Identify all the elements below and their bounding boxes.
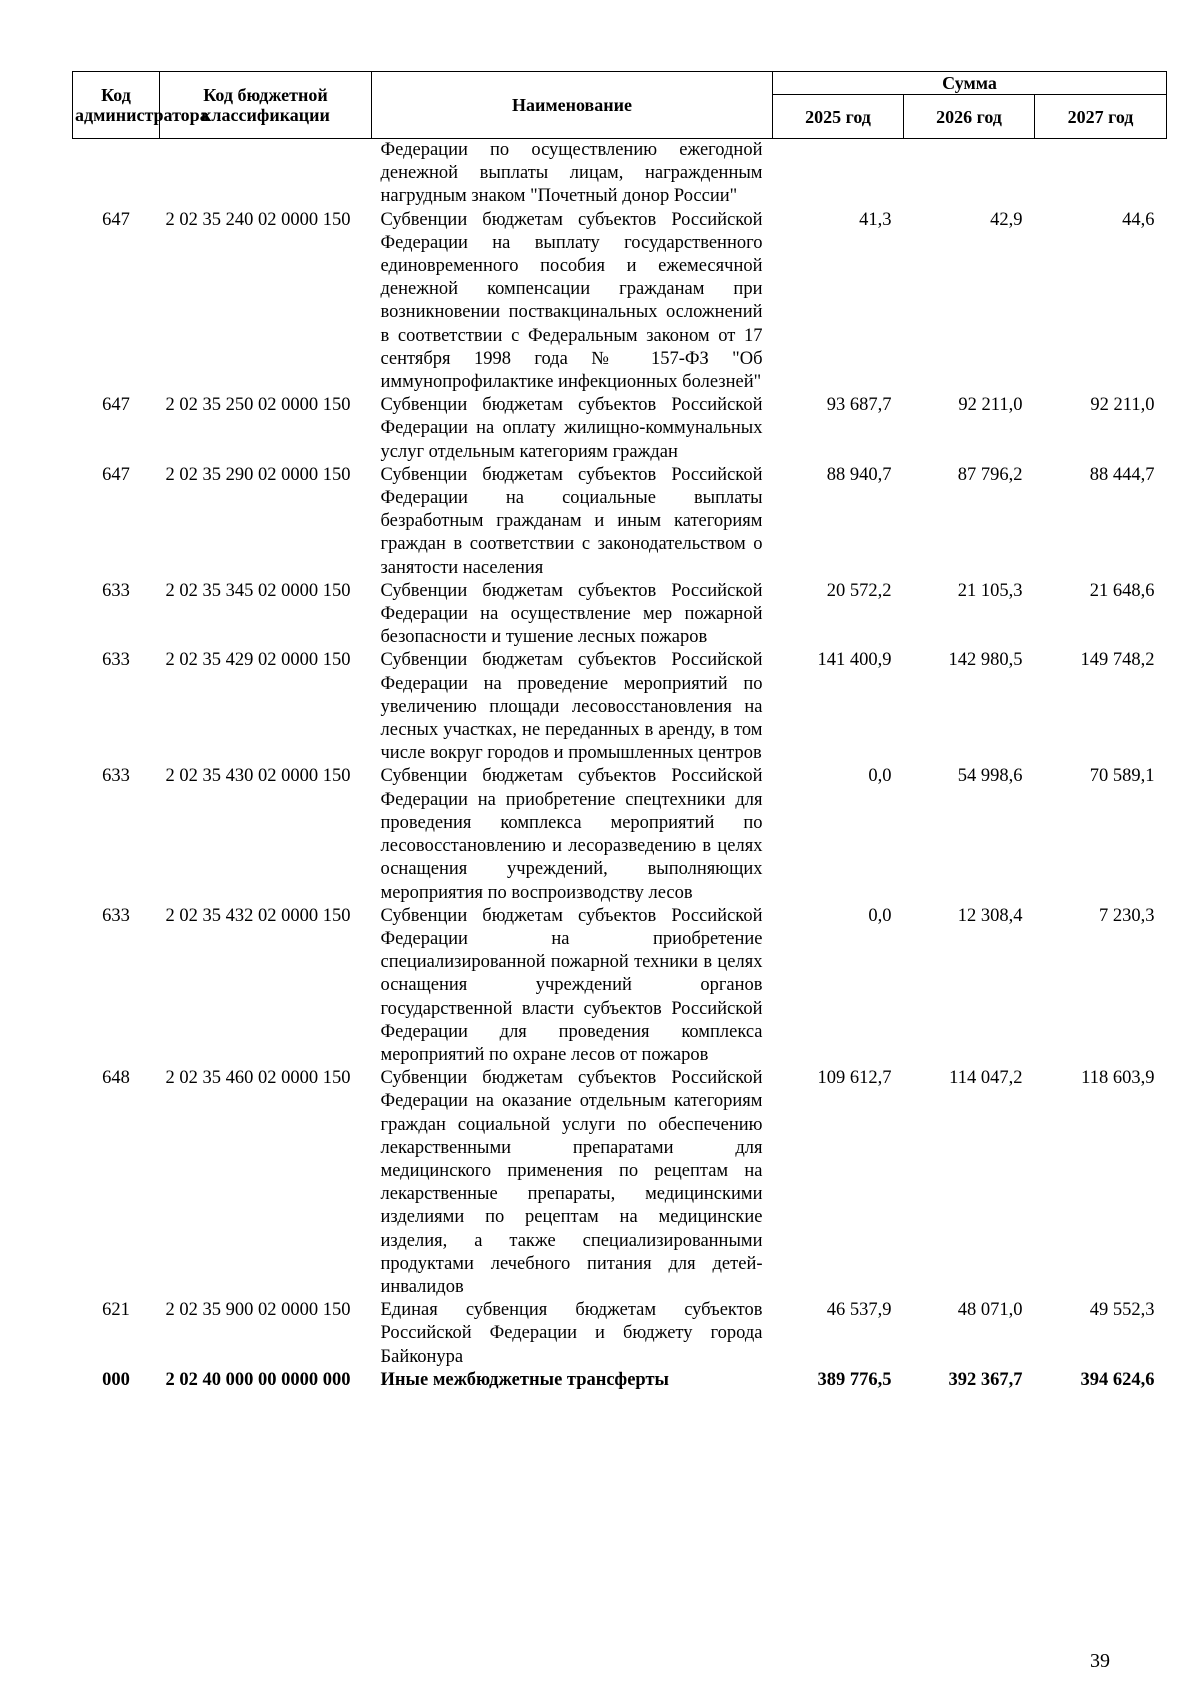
table-row xyxy=(73,580,1167,650)
name-cell: Субвенции бюджетам субъектов Российской Федерации на проведение мероприятий по увеличению площади лесовосстановления на лесных участках, не переданных в аренду, в том числе вокруг городов и промышленных центров xyxy=(380,650,763,764)
budget-code-cell: 2 02 35 430 02 0000 150 xyxy=(165,766,351,787)
page-number: 39 xyxy=(1090,1650,1110,1672)
value-2025-cell: 93 687,7 xyxy=(826,395,892,416)
budget-code-cell: 2 02 35 240 02 0000 150 xyxy=(165,209,351,230)
value-2027-cell: 394 624,6 xyxy=(1080,1369,1155,1390)
value-2026-cell: 54 998,6 xyxy=(957,766,1023,787)
value-2026-cell: 12 308,4 xyxy=(957,905,1023,926)
table-row xyxy=(73,464,1167,580)
value-2027-cell: 92 211,0 xyxy=(1090,395,1155,416)
budget-code-cell: 2 02 35 432 02 0000 150 xyxy=(165,905,351,926)
value-2026-cell: 21 105,3 xyxy=(957,580,1023,601)
name-cell: Субвенции бюджетам субъектов Российской Федерации на приобретение специализированной пожарной техники в целях оснащения учреждений органов государственной власти субъектов Российской Федерации для проведения комплекса мероприятий по охране лесов от пожаров xyxy=(380,905,763,1065)
table-row xyxy=(73,1299,1167,1369)
value-2025-cell: 0,0 xyxy=(868,766,892,787)
budget-code-cell: 2 02 35 900 02 0000 150 xyxy=(165,1300,351,1321)
total-row xyxy=(73,1369,1167,1392)
table-header xyxy=(73,72,1167,139)
continuation-row xyxy=(73,139,1167,209)
value-2027-cell: 7 230,3 xyxy=(1099,905,1155,926)
table-body xyxy=(73,139,1167,1392)
name-cell: Субвенции бюджетам субъектов Российской Федерации на осуществление мер пожарной безопасности и тушение лесных пожаров xyxy=(380,580,763,648)
value-2025-cell: 46 537,9 xyxy=(826,1300,892,1321)
admin-code-cell: 648 xyxy=(102,1068,130,1089)
admin-code-cell: 633 xyxy=(102,905,130,926)
admin-code-cell: 000 xyxy=(102,1369,130,1390)
value-2027-cell: 149 748,2 xyxy=(1080,650,1155,671)
value-2026-cell: 48 071,0 xyxy=(957,1300,1023,1321)
budget-code-cell: 2 02 35 429 02 0000 150 xyxy=(165,650,351,671)
budget-code-cell: 2 02 40 000 00 0000 000 xyxy=(165,1369,351,1390)
header-year-2026: 2026 год xyxy=(904,95,1035,139)
name-cell: Субвенции бюджетам субъектов Российской Федерации на оплату жилищно-коммунальных услуг отдельным категориям граждан xyxy=(380,395,763,462)
value-2025-cell: 0,0 xyxy=(868,905,892,926)
value-2025-cell: 389 776,5 xyxy=(817,1369,892,1390)
name-cell: Субвенции бюджетам субъектов Российской Федерации на приобретение спецтехники для проведения комплекса мероприятий по лесовосстановлению и лесоразведению в целях оснащения учреждений, выполняющих мероприятия по воспроизводству лесов xyxy=(380,766,763,903)
name-cell: Субвенции бюджетам субъектов Российской Федерации на выплату государственного единовременного пособия и ежемесячной денежной компенсации гражданам при возникновении поствакцинальных осложнений в соответствии с Федеральным законом от 17 сентября 1998 года № 157-ФЗ "Об иммунопрофилактике инфекционных болезней" xyxy=(380,209,763,393)
value-2027-cell: 88 444,7 xyxy=(1089,464,1155,485)
table-row xyxy=(73,1067,1167,1299)
value-2026-cell: 87 796,2 xyxy=(957,464,1023,485)
value-2026-cell: 42,9 xyxy=(990,209,1023,230)
name-cell: Субвенции бюджетам субъектов Российской Федерации на оказание отдельным категориям граждан социальной услуги по обеспечению лекарственными препаратами для медицинского применения по рецептам на лекарственные препараты, медицинскими изделиями по рецептам на медицинские изделия, а также специализированными продуктами лечебного питания для детей-инвалидов xyxy=(380,1068,763,1297)
value-2026-cell: 114 047,2 xyxy=(949,1068,1023,1089)
table-row xyxy=(73,905,1167,1067)
admin-code-cell: 647 xyxy=(102,395,130,416)
header-sum: Сумма xyxy=(773,72,1167,95)
header-year-2025: 2025 год xyxy=(773,95,904,139)
budget-code-cell: 2 02 35 250 02 0000 150 xyxy=(165,395,351,416)
budget-code-cell: 2 02 35 290 02 0000 150 xyxy=(165,464,351,485)
header-name: Наименование xyxy=(372,72,773,139)
value-2027-cell: 70 589,1 xyxy=(1089,766,1155,787)
admin-code-cell: 633 xyxy=(102,766,130,787)
value-2027-cell: 49 552,3 xyxy=(1089,1300,1155,1321)
admin-code-cell: 647 xyxy=(102,209,130,230)
header-budget-code: Код бюджетной классификации xyxy=(160,72,372,139)
name-cell: Иные межбюджетные трансферты xyxy=(380,1369,669,1390)
continuation-text: Федерации по осуществлению ежегодной денежной выплаты лицам, награжденным нагрудным знаком "Почетный донор России" xyxy=(380,140,763,207)
value-2027-cell: 44,6 xyxy=(1122,209,1155,230)
name-cell: Субвенции бюджетам субъектов Российской Федерации на социальные выплаты безработным гражданам и иным категориям граждан в соответствии с законодательством о занятости населения xyxy=(380,464,763,578)
value-2025-cell: 41,3 xyxy=(859,209,892,230)
name-cell: Единая субвенция бюджетам субъектов Российской Федерации и бюджету города Байконура xyxy=(380,1300,763,1367)
header-admin-code: Код администратора xyxy=(73,72,160,139)
value-2026-cell: 392 367,7 xyxy=(948,1369,1023,1390)
table-row xyxy=(73,394,1167,464)
budget-code-cell: 2 02 35 460 02 0000 150 xyxy=(165,1068,351,1089)
value-2026-cell: 142 980,5 xyxy=(948,650,1023,671)
value-2025-cell: 109 612,7 xyxy=(817,1068,892,1089)
value-2025-cell: 20 572,2 xyxy=(826,580,892,601)
admin-code-cell: 621 xyxy=(102,1300,130,1321)
admin-code-cell: 633 xyxy=(102,580,130,601)
table-row xyxy=(73,209,1167,395)
value-2026-cell: 92 211,0 xyxy=(958,395,1023,416)
value-2025-cell: 141 400,9 xyxy=(817,650,892,671)
value-2027-cell: 118 603,9 xyxy=(1081,1068,1155,1089)
admin-code-cell: 647 xyxy=(102,464,130,485)
value-2025-cell: 88 940,7 xyxy=(826,464,892,485)
header-year-2027: 2027 год xyxy=(1035,95,1167,139)
budget-table xyxy=(72,71,1167,1392)
value-2027-cell: 21 648,6 xyxy=(1089,580,1155,601)
budget-code-cell: 2 02 35 345 02 0000 150 xyxy=(165,580,351,601)
table-row xyxy=(73,765,1167,904)
table-row xyxy=(73,649,1167,765)
admin-code-cell: 633 xyxy=(102,650,130,671)
budget-table-container xyxy=(72,71,1166,1392)
